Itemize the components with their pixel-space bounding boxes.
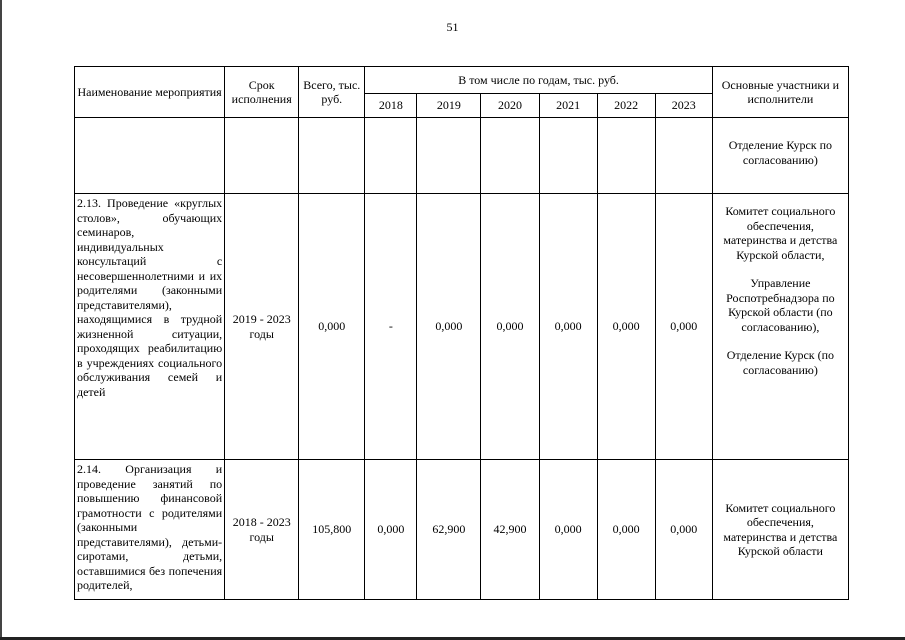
participant: Отделение Курск (по согласованию): [726, 348, 835, 377]
header-year: 2019: [417, 94, 481, 118]
cell-total: 0,000: [299, 194, 365, 460]
header-year: 2023: [655, 94, 712, 118]
cell-year-2023: 0,000: [655, 194, 712, 460]
header-total: Всего, тыс. руб.: [299, 67, 365, 118]
header-year: 2021: [539, 94, 597, 118]
cell-year-2020: 42,900: [481, 460, 539, 600]
cell-year-2019: [417, 118, 481, 194]
cell-year-2022: 0,000: [597, 194, 655, 460]
cell-year-2022: 0,000: [597, 460, 655, 600]
cell-name: 2.14. Организация и проведение занятий по повышению финансовой грамотности с родителями (законными представителями), детьми-сиротами, детьми, оставшимися без попечения родителей,: [75, 460, 225, 600]
cell-participants: [712, 194, 848, 460]
page-number: 51: [446, 20, 459, 34]
header-by-years: В том числе по годам, тыс. руб.: [365, 67, 712, 94]
measures-table: [74, 66, 849, 600]
table-row: [75, 460, 849, 600]
cell-year-2019: 0,000: [417, 194, 481, 460]
participant: Управление Роспотребнадзора по Курской области (по согласованию),: [726, 276, 835, 334]
cell-year-2023: [655, 118, 712, 194]
cell-year-2019: 62,900: [417, 460, 481, 600]
header-year: 2018: [365, 94, 417, 118]
cell-year-2023: 0,000: [655, 460, 712, 600]
header-participants: Основные участники и исполнители: [712, 67, 848, 118]
table-row: [75, 194, 849, 460]
cell-year-2018: -: [365, 194, 417, 460]
cell-year-2020: [481, 118, 539, 194]
cell-term: [225, 118, 299, 194]
cell-year-2020: 0,000: [481, 194, 539, 460]
cell-term: 2019 - 2023 годы: [225, 194, 299, 460]
header-term: Срок исполнения: [225, 67, 299, 118]
cell-term: 2018 - 2023 годы: [225, 460, 299, 600]
cell-participants: [712, 460, 848, 600]
header-year: 2022: [597, 94, 655, 118]
header-year: 2020: [481, 94, 539, 118]
participant: Комитет социального обеспечения, материнства и детства Курской области,: [723, 204, 838, 262]
table-row: [75, 118, 849, 194]
header-row-1: [75, 67, 849, 94]
participant: Комитет социального обеспечения, материнства и детства Курской области: [723, 500, 838, 558]
cell-year-2018: [365, 118, 417, 194]
scan-edge-left: [0, 0, 2, 640]
cell-year-2021: 0,000: [539, 194, 597, 460]
cell-total: [299, 118, 365, 194]
cell-name: [75, 118, 225, 194]
participant: Отделение Курск по согласованию): [728, 138, 833, 167]
cell-year-2022: [597, 118, 655, 194]
cell-total: 105,800: [299, 460, 365, 600]
cell-participants: [712, 118, 848, 194]
cell-name: 2.13. Проведение «круглых столов», обучающих семинаров, индивидуальных консультаций с несовершеннолетними и их родителями (законными представителями), находящимися в трудной жизненной ситуации, проходящих реабилитацию в учреждениях социального обслуживания семей и детей: [75, 194, 225, 460]
cell-year-2021: 0,000: [539, 460, 597, 600]
header-name: Наименование мероприятия: [75, 67, 225, 118]
cell-year-2018: 0,000: [365, 460, 417, 600]
cell-year-2021: [539, 118, 597, 194]
